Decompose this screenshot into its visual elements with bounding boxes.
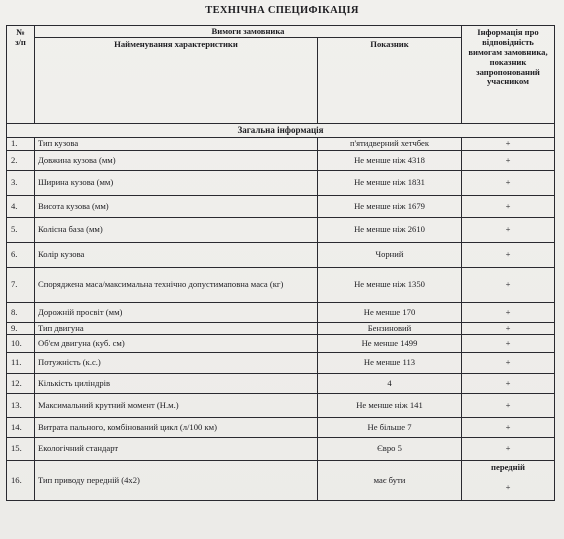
row-characteristic: Об'єм двигуна (куб. см) <box>35 335 318 353</box>
compliance-mark: + <box>505 481 511 492</box>
table-row <box>7 353 555 374</box>
row-indicator: Не менше 113 <box>318 353 462 374</box>
table-row <box>7 335 555 353</box>
row-indicator: Не менше ніж 141 <box>318 394 462 418</box>
row-compliance: + <box>462 353 555 374</box>
row-compliance: + <box>462 196 555 218</box>
row-compliance: + <box>462 268 555 303</box>
section-row <box>7 124 555 138</box>
row-indicator: Бензиновий <box>318 323 462 335</box>
row-characteristic: Кількість циліндрів <box>35 374 318 394</box>
row-number: 5. <box>7 218 35 243</box>
row-number: 16. <box>7 461 35 501</box>
row-number: 12. <box>7 374 35 394</box>
row-characteristic: Потужність (к.с.) <box>35 353 318 374</box>
row-indicator: Чорний <box>318 243 462 268</box>
row-indicator: має бути <box>318 461 462 501</box>
table-row <box>7 374 555 394</box>
row-indicator: Не менше ніж 1831 <box>318 171 462 196</box>
row-indicator: Не менше ніж 4318 <box>318 151 462 171</box>
row-number: 3. <box>7 171 35 196</box>
table-row <box>7 218 555 243</box>
row-number: 10. <box>7 335 35 353</box>
table-row <box>7 243 555 268</box>
row-compliance: + <box>462 303 555 323</box>
row-number: 4. <box>7 196 35 218</box>
compliance-title: передній <box>491 462 525 472</box>
document-title: ТЕХНІЧНА СПЕЦИФІКАЦІЯ <box>205 5 359 16</box>
table-row <box>7 418 555 438</box>
row-compliance: + <box>462 323 555 335</box>
row-characteristic: Тип приводу передній (4х2) <box>35 461 318 501</box>
row-characteristic: Екологічний стандарт <box>35 438 318 461</box>
row-indicator: п'ятидверний хетчбек <box>318 138 462 151</box>
row-characteristic: Висота кузова (мм) <box>35 196 318 218</box>
table-row <box>7 323 555 335</box>
row-characteristic: Тип двигуна <box>35 323 318 335</box>
row-characteristic: Споряджена маса/максимальна технічно допустимаповна маса (кг) <box>35 268 318 303</box>
table-row <box>7 394 555 418</box>
row-number: 8. <box>7 303 35 323</box>
table-row <box>7 268 555 303</box>
row-compliance: + <box>462 438 555 461</box>
row-compliance: + <box>462 418 555 438</box>
row-compliance: + <box>462 335 555 353</box>
table-row <box>7 196 555 218</box>
row-number: 2. <box>7 151 35 171</box>
row-indicator: Не менше ніж 1350 <box>318 268 462 303</box>
row-characteristic: Колір кузова <box>35 243 318 268</box>
row-number: 1. <box>7 138 35 151</box>
row-characteristic: Витрата пального, комбінований цикл (л/100 км) <box>35 418 318 438</box>
row-compliance <box>462 461 555 501</box>
table-row <box>7 151 555 171</box>
row-compliance: + <box>462 243 555 268</box>
row-characteristic: Колісна база (мм) <box>35 218 318 243</box>
row-number: 14. <box>7 418 35 438</box>
row-compliance: + <box>462 171 555 196</box>
row-indicator: Не менше ніж 2610 <box>318 218 462 243</box>
row-indicator: 4 <box>318 374 462 394</box>
header-row-1 <box>7 26 555 38</box>
header-indicator: Показник <box>318 38 462 124</box>
row-characteristic: Максимальний крутний момент (Н.м.) <box>35 394 318 418</box>
table-row <box>7 171 555 196</box>
row-number: 15. <box>7 438 35 461</box>
row-compliance: + <box>462 394 555 418</box>
row-characteristic: Тип кузова <box>35 138 318 151</box>
row-characteristic: Дорожній просвіт (мм) <box>35 303 318 323</box>
table-row <box>7 461 555 501</box>
row-indicator: Не більше 7 <box>318 418 462 438</box>
specification-table <box>6 25 555 501</box>
row-indicator: Не менше 1499 <box>318 335 462 353</box>
row-indicator: Не менше 170 <box>318 303 462 323</box>
row-characteristic: Довжина кузова (мм) <box>35 151 318 171</box>
row-compliance: + <box>462 151 555 171</box>
table-row <box>7 303 555 323</box>
table-row <box>7 438 555 461</box>
row-characteristic: Ширина кузова (мм) <box>35 171 318 196</box>
row-compliance: + <box>462 138 555 151</box>
row-number: 6. <box>7 243 35 268</box>
row-indicator: Не менше ніж 1679 <box>318 196 462 218</box>
table-row <box>7 138 555 151</box>
row-number: 13. <box>7 394 35 418</box>
header-requirements: Вимоги замовника <box>35 26 462 38</box>
row-compliance: + <box>462 374 555 394</box>
row-number: 11. <box>7 353 35 374</box>
header-characteristic: Найменування характеристики <box>35 38 318 124</box>
row-number: 9. <box>7 323 35 335</box>
row-indicator: Євро 5 <box>318 438 462 461</box>
section-title: Загальна інформація <box>7 124 555 138</box>
row-number: 7. <box>7 268 35 303</box>
row-compliance: + <box>462 218 555 243</box>
header-compliance: Інформація про відповідність вимогам замовника, показник запропонований учасником <box>462 26 555 124</box>
header-number: № з/п <box>7 26 35 124</box>
